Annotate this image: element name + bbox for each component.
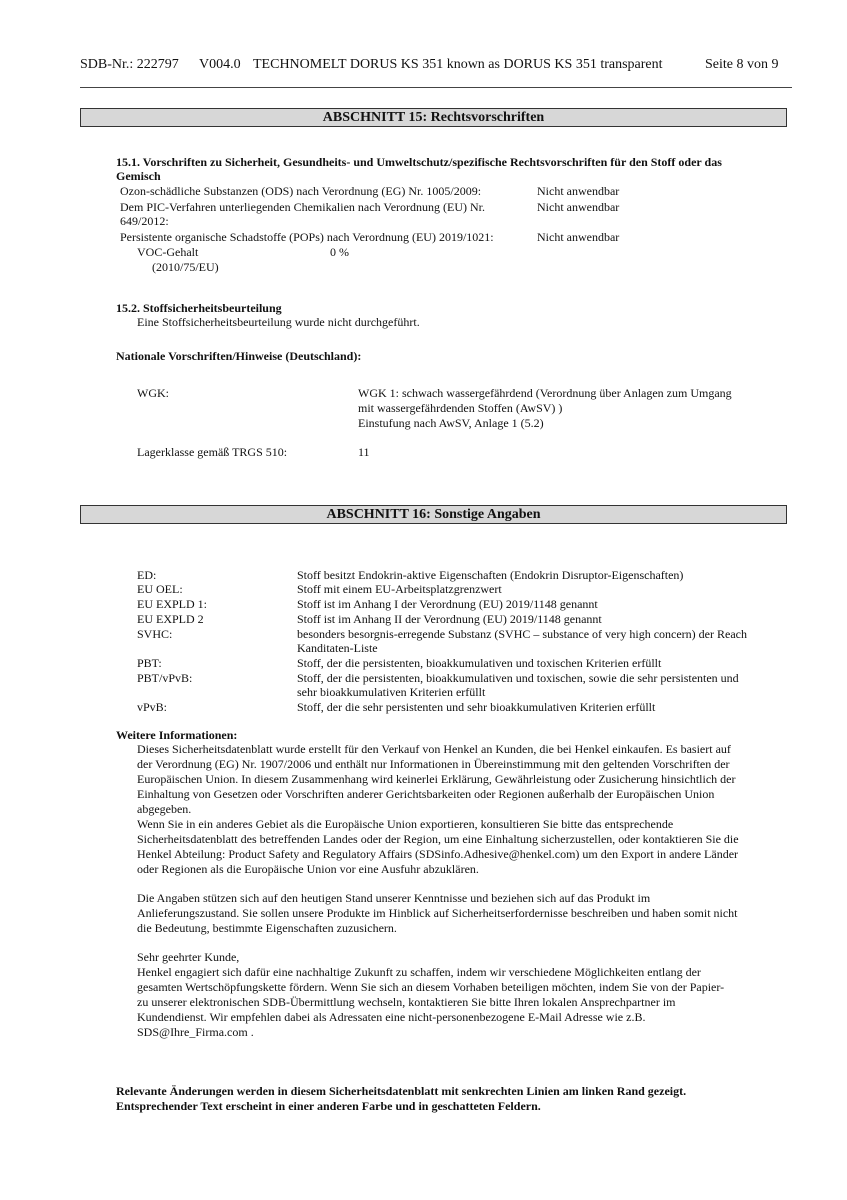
pic-label: Dem PIC-Verfahren unterliegenden Chemikalien nach Verordnung (EU) Nr. [120, 200, 485, 214]
abbr-text: Stoff mit einem EU-Arbeitsplatzgrenzwert [297, 582, 502, 596]
abbr-text: besonders besorgnis-erregende Substanz (SVHC – substance of very high concern) der Reach [297, 627, 747, 641]
national-heading: Nationale Vorschriften/Hinweise (Deutschland): [116, 349, 362, 363]
section-16-title: ABSCHNITT 16: Sonstige Angaben [80, 505, 787, 524]
paragraph-line: Sehr geehrter Kunde, [137, 950, 240, 964]
paragraph-line: Dieses Sicherheitsdatenblatt wurde erstellt für den Verkauf von Henkel an Kunden, die bei Henkel einkaufen. Es basiert auf [137, 742, 731, 756]
abbr-label: SVHC: [137, 627, 173, 641]
abbr-label: ED: [137, 568, 157, 582]
abbr-label: EU EXPLD 1: [137, 597, 207, 611]
version: V004.0 [199, 57, 241, 72]
wgk-value-line3: Einstufung nach AwSV, Anlage 1 (5.2) [358, 416, 544, 430]
pops-value: Nicht anwendbar [537, 230, 620, 244]
paragraph-line: Wenn Sie in ein anderes Gebiet als die Europäische Union exportieren, konsultieren Sie bitte das entsprechende [137, 817, 674, 831]
product-name: TECHNOMELT DORUS KS 351 known as DORUS KS 351 transparent [253, 57, 663, 72]
pic-value: Nicht anwendbar [537, 200, 620, 214]
paragraph-line: Henkel Abteilung: Product Safety and Regulatory Affairs (SDSinfo.Adhesive@henkel.com) um den Export in andere Länder [137, 847, 739, 861]
abbr-text: Stoff, der die persistenten, bioakkumulativen und toxischen Kriterien erfüllt [297, 656, 662, 670]
section-15-title: ABSCHNITT 15: Rechtsvorschriften [80, 108, 787, 127]
abbr-text-cont: Kanditaten-Liste [297, 641, 378, 655]
paragraph-line: Die Angaben stützen sich auf den heutigen Stand unserer Kenntnisse und beziehen sich auf das Produkt im [137, 891, 651, 905]
lagerklasse-value: 11 [358, 445, 370, 459]
changes-note-cont: Entsprechender Text erscheint in einer anderen Farbe und in geschatteten Feldern. [116, 1099, 541, 1113]
paragraph-line: Henkel engagiert sich dafür eine nachhaltige Zukunft zu schaffen, indem wir verschiedene Möglichkeiten entlang der [137, 965, 701, 979]
paragraph-line: gesamten Wertschöpfungskette fördern. Wenn Sie sich an diesem Vorhaben beteiligen möchten, indem Sie von der Papier- [137, 980, 725, 994]
s151-heading-cont: Gemisch [116, 169, 161, 183]
paragraph-line: Sicherheitsdatenblatt des betreffenden Landes oder der Region, um eine Einhaltung sicherzustellen, oder kontaktieren Sie die [137, 832, 739, 846]
wgk-label: WGK: [137, 386, 169, 400]
paragraph-line: Europäischen Union. In diesem Zusammenhang wird keinerlei Erklärung, Gewährleistung oder Zusicherung hinsichtlich der [137, 772, 736, 786]
wgk-value-line2: mit wassergefährdenden Stoffen (AwSV) ) [358, 401, 563, 415]
header-divider [80, 87, 792, 88]
paragraph-line: Einhaltung von Gesetzen oder Vorschriften anderer Gerichtsbarkeiten oder Regionen außerhalb der Europäischen Union [137, 787, 715, 801]
weitere-informationen-heading: Weitere Informationen: [116, 728, 238, 742]
paragraph-line: der Verordnung (EG) Nr. 1907/2006 und enthält nur Informationen in Übereinstimmung mit den geltenden Vorschriften der [137, 757, 730, 771]
pic-label-cont: 649/2012: [120, 214, 169, 228]
wgk-value: WGK 1: schwach wassergefährdend (Verordnung über Anlagen zum Umgang [358, 386, 732, 400]
paragraph-line: Anlieferungszustand. Sie sollen unsere Produkte im Hinblick auf Sicherheitserfordernisse beschreiben und haben somit nicht [137, 906, 738, 920]
voc-value: 0 % [330, 245, 349, 259]
abbr-label: PBT: [137, 656, 162, 670]
paragraph-line: oder Regionen als die Europäische Union vor eine Ausfuhr abzuklären. [137, 862, 479, 876]
abbr-label: vPvB: [137, 700, 168, 714]
sdb-number: SDB-Nr.: 222797 [80, 57, 179, 72]
paragraph-line: die Bedeutung, bestimmte Eigenschaften zuzusichern. [137, 921, 397, 935]
paragraph-line: abgegeben. [137, 802, 192, 816]
email-line: SDS@Ihre_Firma.com . [137, 1025, 254, 1039]
changes-note: Relevante Änderungen werden in diesem Sicherheitsdatenblatt mit senkrechten Linien am linken Rand gezeigt. [116, 1084, 687, 1098]
abbr-text: Stoff, der die sehr persistenten und sehr bioakkumulativen Kriterien erfüllt [297, 700, 656, 714]
abbr-text: Stoff besitzt Endokrin-aktive Eigenschaften (Endokrin Disruptor-Eigenschaften) [297, 568, 684, 582]
ods-label: Ozon-schädliche Substanzen (ODS) nach Verordnung (EG) Nr. 1005/2009: [120, 184, 482, 198]
abbr-label: PBT/vPvB: [137, 671, 193, 685]
pops-label: Persistente organische Schadstoffe (POPs) nach Verordnung (EU) 2019/1021: [120, 230, 494, 244]
s152-heading: 15.2. Stoffsicherheitsbeurteilung [116, 301, 282, 315]
abbr-text-cont: sehr bioakkumulativen Kriterien erfüllt [297, 685, 486, 699]
voc-label: VOC-Gehalt [137, 245, 199, 259]
voc-label-cont: (2010/75/EU) [152, 260, 219, 274]
page-number: Seite 8 von 9 [705, 57, 779, 72]
s152-text: Eine Stoffsicherheitsbeurteilung wurde nicht durchgeführt. [137, 315, 420, 329]
paragraph-line: zu unserer elektronischen SDB-Übermittlung wechseln, kontaktieren Sie bitte Ihren lokalen Ansprechpartner im [137, 995, 676, 1009]
abbr-label: EU EXPLD 2 [137, 612, 204, 626]
abbr-label: EU OEL: [137, 582, 183, 596]
ods-value: Nicht anwendbar [537, 184, 620, 198]
abbr-text: Stoff ist im Anhang II der Verordnung (EU) 2019/1148 genannt [297, 612, 602, 626]
lagerklasse-label: Lagerklasse gemäß TRGS 510: [137, 445, 288, 459]
s151-heading: 15.1. Vorschriften zu Sicherheit, Gesundheits- und Umweltschutz/spezifische Rechtsvorschriften für den Stoff oder das [116, 155, 722, 169]
paragraph-line: Kundendienst. Wir empfehlen dabei als Adressaten eine nicht-personenbezogene E-Mail Adresse wie z.B. [137, 1010, 646, 1024]
abbr-text: Stoff, der die persistenten, bioakkumulativen und toxischen, sowie die sehr persistenten und [297, 671, 739, 685]
abbr-text: Stoff ist im Anhang I der Verordnung (EU) 2019/1148 genannt [297, 597, 598, 611]
